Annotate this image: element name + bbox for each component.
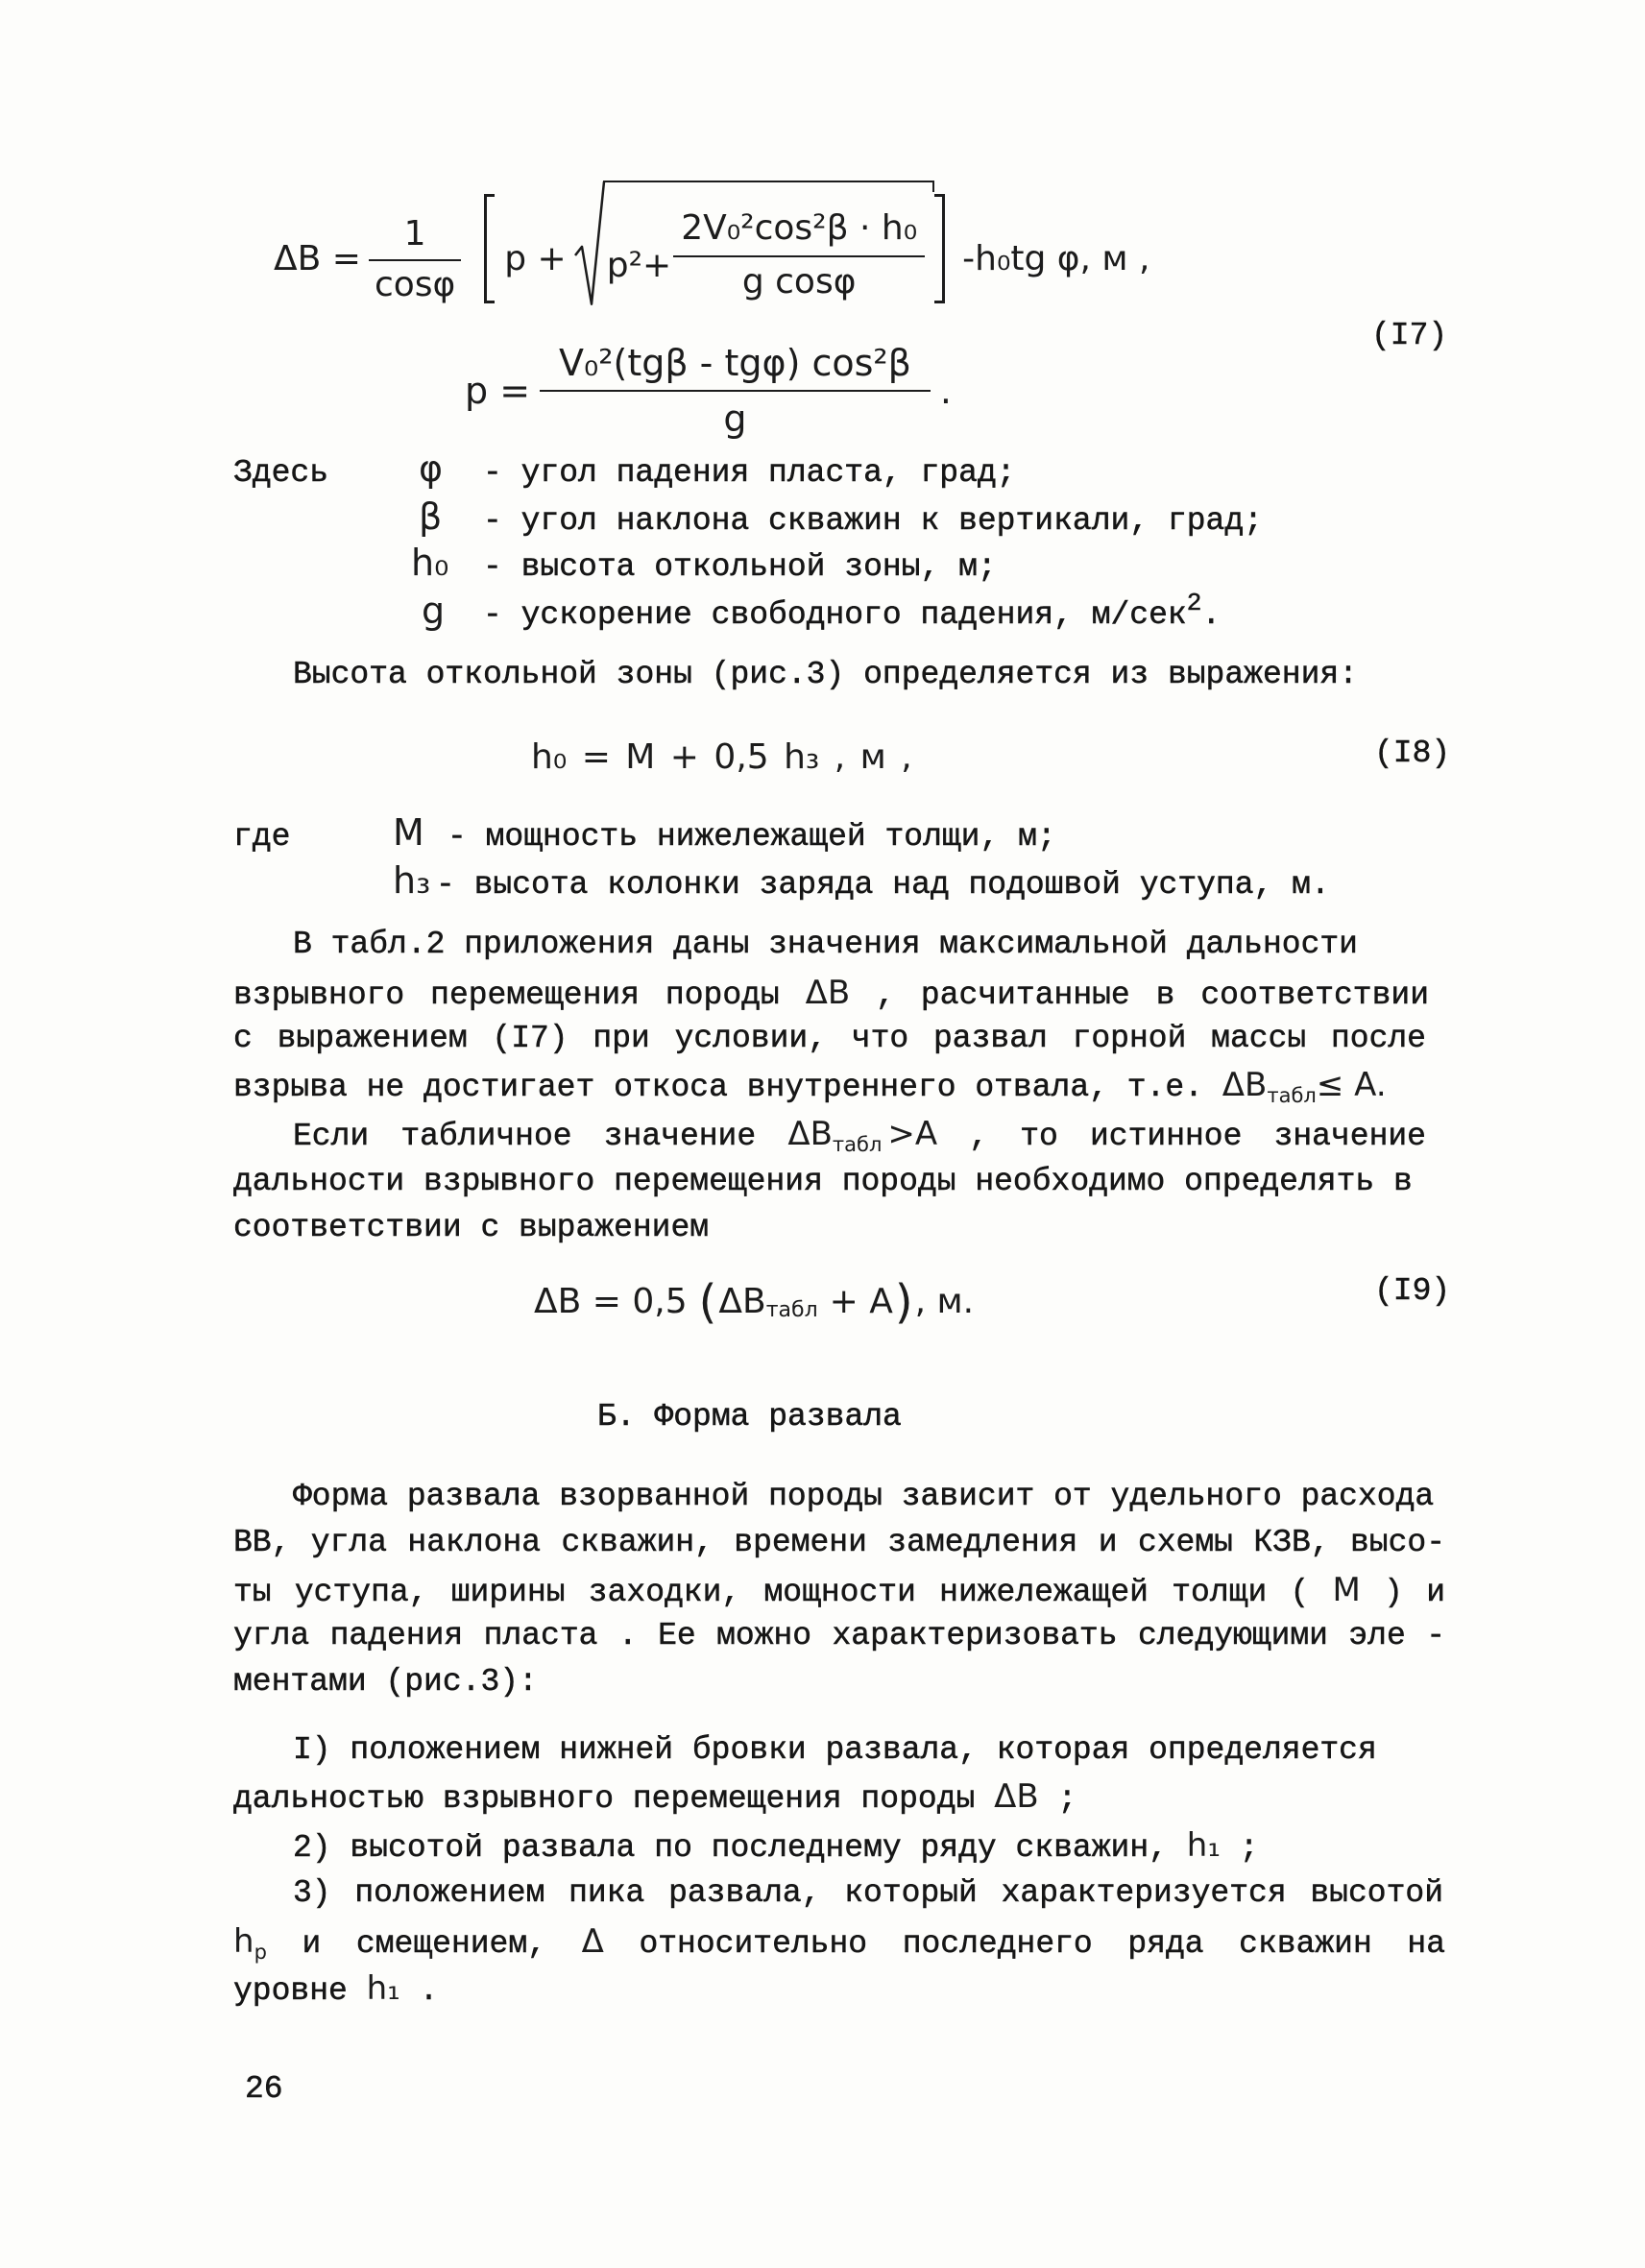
paragraph-shape-line-5: ментами (рис.3): — [233, 1664, 538, 1700]
formula-18 — [531, 735, 912, 781]
left-square-bracket — [484, 194, 495, 303]
paragraph-if-line-1 — [293, 1115, 1426, 1156]
line-text: , то истинное значение — [937, 1119, 1426, 1154]
formula-19-close-paren: ) — [894, 1275, 913, 1329]
math-delta: Δ — [581, 1922, 604, 1961]
equation-number-19: (I9) — [1374, 1273, 1451, 1309]
formula-17-tail: -h₀tg φ, м , — [962, 239, 1150, 278]
section-heading: Б. Форма развала — [597, 1399, 902, 1435]
fraction-denominator: cosφ — [374, 264, 456, 304]
math-h1: h₁ — [366, 1969, 400, 2008]
paragraph-table-line-3: с выражением (I7) при условии, что развал горной массы после — [233, 1021, 1426, 1056]
inner-fraction-numerator: 2V₀²cos²β · h₀ — [673, 207, 925, 257]
line-text: взрыва не достигает откоса внутреннего отвала, т.е. — [233, 1070, 1222, 1105]
symbol-h0: h₀ — [411, 542, 449, 584]
formula-19-open-paren: ( — [698, 1275, 717, 1329]
page-number: 26 — [245, 2071, 283, 2107]
symbol-beta: β — [419, 495, 443, 538]
intro-formula-18: Высота откольной зоны (рис.3) определяется из выражения: — [293, 657, 1358, 692]
line-text: взрывного перемещения породы — [233, 977, 806, 1013]
line-text: и смещением, — [266, 1926, 582, 1962]
definition-g: - ускорение свободного падения, м/сек — [483, 597, 1187, 633]
fraction-numerator: 1 — [369, 213, 461, 261]
definition-m: - мощность нижележащей толщи, м; — [448, 819, 1056, 855]
list-item-3: 3) положением пика развала, который характеризуется высотой — [293, 1875, 1443, 1911]
paragraph-shape-line-4: угла падения пласта . Ее можно характеризовать следующими эле - — [233, 1618, 1445, 1653]
paragraph-if-line-3: соответствии с выражением — [233, 1210, 710, 1245]
definition-h0: - высота откольной зоны, м; — [483, 549, 997, 585]
p-lhs: p = — [465, 370, 531, 412]
math-delta-b: ΔB — [994, 1777, 1039, 1816]
formula-18-expression: h₀ = M + 0,5 h₃ , м , — [531, 737, 912, 777]
p-end-period: . — [939, 370, 952, 412]
definition-phi: - угол падения пласта, град; — [483, 455, 1016, 491]
formula-19-lhs: ΔB = 0,5 — [534, 1282, 688, 1321]
paragraph-shape-line-1: Форма развала взорванной породы зависит от удельного расхода — [293, 1479, 1435, 1514]
definition-g-superscript: 2 — [1186, 589, 1202, 617]
definition-row-phi — [233, 447, 1016, 491]
inner-fraction — [673, 207, 925, 303]
paragraph-shape-line-2: ВВ, угла наклона скважин, времени замедления и схемы КЗВ, высо- — [233, 1525, 1445, 1560]
list-item-1: I) положением нижней бровки развала, которая определяется — [293, 1732, 1377, 1768]
formula-19-plus-a: + A — [829, 1282, 893, 1321]
line-text: ; — [1038, 1781, 1077, 1817]
right-square-bracket — [934, 194, 945, 303]
fraction-one-over-cos — [369, 213, 461, 306]
square-root — [574, 181, 932, 305]
line-text: ; — [1220, 1830, 1259, 1866]
line-text: 2) высотой развала по последнему ряду скважин, — [293, 1830, 1187, 1866]
paragraph-shape-line-3 — [233, 1571, 1445, 1609]
definitions-label-where: где — [233, 819, 291, 855]
p-fraction — [540, 342, 931, 440]
paragraph-table-line-1: В табл.2 приложения даны значения максимальной дальности — [293, 927, 1358, 962]
definitions-label: Здесь — [233, 455, 329, 491]
paragraph-table-line-4 — [233, 1066, 1387, 1107]
math-le-a: ≤ A. — [1316, 1066, 1387, 1104]
line-text: уровне — [233, 1973, 367, 2009]
definition-row-h3 — [393, 859, 1330, 903]
line-text: . — [399, 1973, 439, 2009]
definition-g-end: . — [1201, 597, 1222, 633]
symbol-m: M — [393, 811, 424, 854]
definition-h3: - высота колонки заряда над подошвой уступа, м. — [436, 867, 1330, 903]
definition-row-beta — [419, 495, 1263, 539]
symbol-g: g — [422, 590, 446, 632]
line-text: Если табличное значение — [293, 1119, 788, 1154]
math-subscript-tabl: табл — [1267, 1084, 1317, 1107]
formula-17-main — [272, 188, 1151, 330]
math-delta-b: ΔB — [1222, 1066, 1268, 1104]
definition-row-g — [422, 589, 1222, 633]
formula-19 — [534, 1277, 974, 1327]
list-item-3-line-2 — [233, 1922, 1445, 1964]
math-m: M — [1332, 1571, 1361, 1609]
list-item-1-continued — [233, 1777, 1077, 1816]
p-fraction-numerator: V₀²(tgβ - tgφ) cos²β — [540, 342, 931, 392]
math-delta-b: ΔB — [787, 1115, 833, 1153]
symbol-phi: φ — [419, 447, 444, 490]
math-delta-b: ΔB — [805, 974, 851, 1012]
p-squared-plus: p²+ — [606, 246, 672, 285]
inner-fraction-denominator: g cosφ — [741, 262, 857, 302]
paragraph-if-line-2: дальности взрывного перемещения породы необходимо определять в — [233, 1164, 1413, 1199]
formula-19-tail: , м. — [914, 1282, 975, 1321]
line-text: ) и — [1360, 1575, 1445, 1610]
definition-row-m — [233, 811, 1056, 855]
formula-19-inner: ΔB — [718, 1282, 766, 1321]
formula-17-p-plus: p + — [504, 239, 567, 278]
radicand — [603, 181, 932, 305]
definition-beta: - угол наклона скважин к вертикали, град; — [483, 503, 1263, 539]
list-item-2 — [293, 1826, 1259, 1865]
line-text: ты уступа, ширины заходки, мощности нижележащей толщи ( — [233, 1575, 1333, 1610]
p-fraction-denominator: g — [723, 398, 747, 440]
formula-17-lhs: ΔB = — [274, 239, 361, 278]
symbol-h3: h₃ — [393, 859, 431, 902]
math-h: h — [233, 1922, 254, 1961]
math-h1: h₁ — [1186, 1826, 1221, 1865]
math-subscript-p: p — [254, 1941, 267, 1964]
equation-number-17: (I7) — [1371, 318, 1448, 353]
line-text: , расчитанные в соответствии — [850, 977, 1430, 1013]
definition-row-h0 — [411, 542, 997, 585]
equation-number-18: (I8) — [1374, 736, 1451, 771]
line-text: относительно последнего ряда скважин на — [603, 1926, 1445, 1962]
list-item-3-line-3 — [233, 1969, 438, 2008]
math-subscript-tabl: табл — [832, 1133, 883, 1156]
formula-19-subscript-tabl: табл — [765, 1298, 818, 1322]
formula-17-p-definition — [465, 332, 952, 449]
radical-sign-icon — [574, 181, 605, 305]
line-text: дальностью взрывного перемещения породы — [233, 1781, 995, 1817]
math-gt-a: >A — [887, 1115, 938, 1153]
paragraph-table-line-2 — [233, 974, 1429, 1012]
